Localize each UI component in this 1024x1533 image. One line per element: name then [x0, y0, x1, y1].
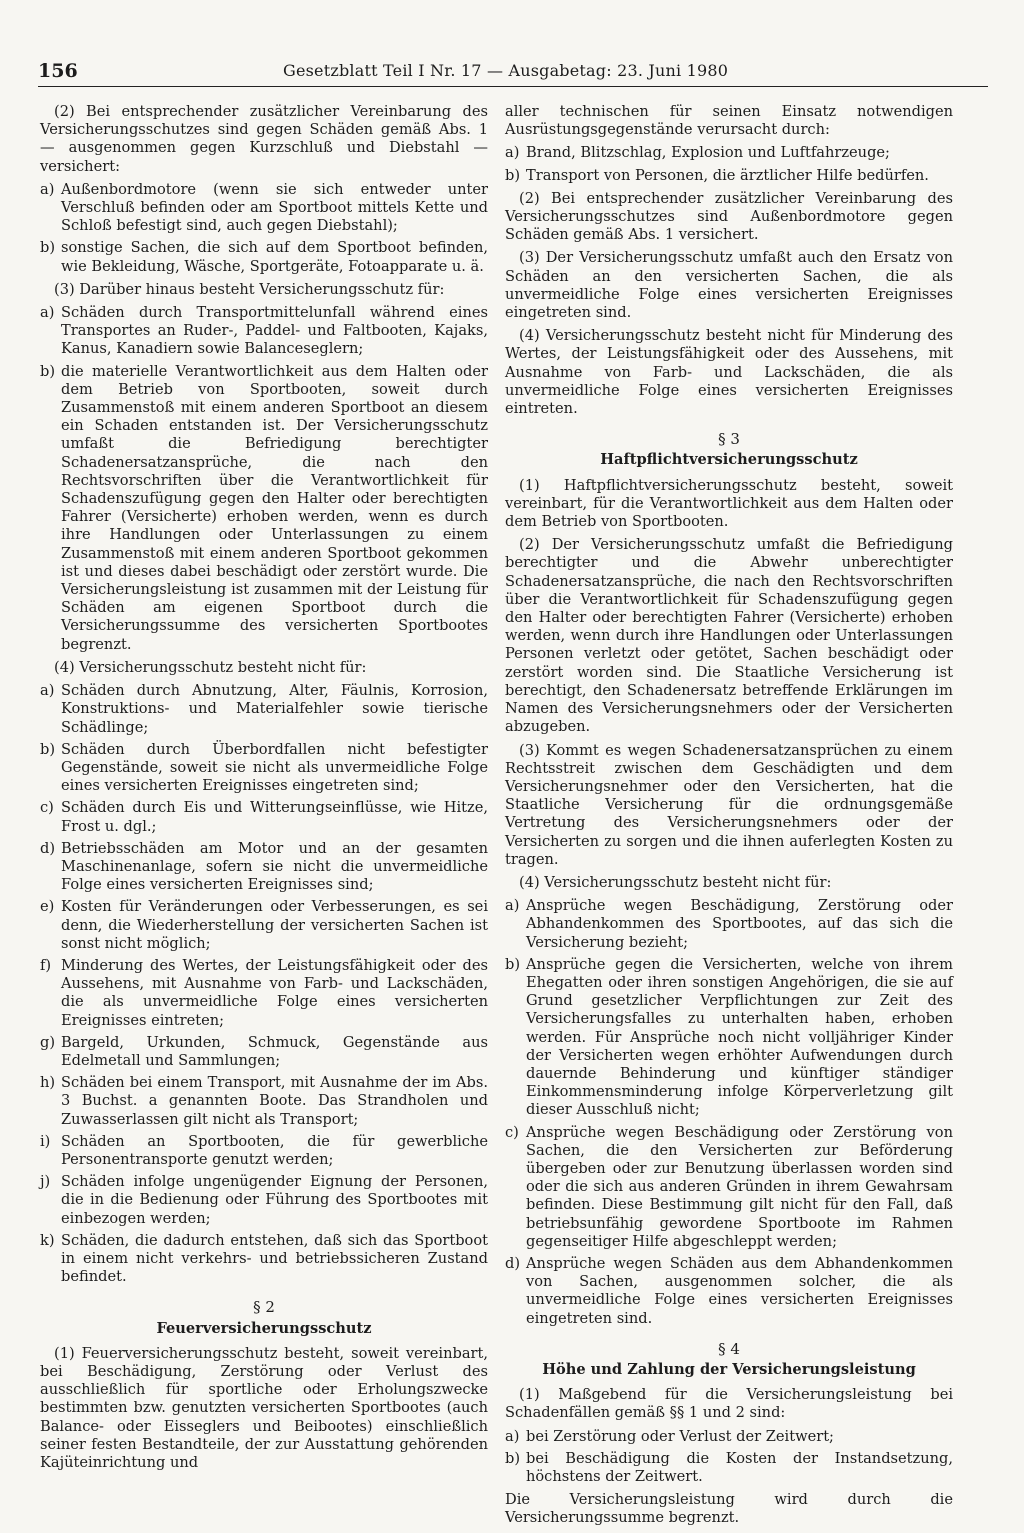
page-header [38, 58, 988, 84]
section-title: Haftpflichtversicherungsschutz [600, 451, 858, 469]
paragraph: (4) Versicherungsschutz besteht nicht für: [54, 658, 367, 676]
item-list [505, 144, 953, 184]
section-title: Feuerversicherungsschutz [156, 1319, 372, 1337]
section-number: § 2 [253, 1298, 275, 1317]
list-item-label: f) [40, 956, 52, 974]
list-item-text: Ansprüche gegen die Versicherten, welche von ihrem Ehegatten oder ihren sonstigen Angehörigen, die sie auf Grund gesetzlicher Verpflichtungen zur Zeit des Versicherungsfalles zu unterhalten haben, erhoben werden. Für Ansprüche noch nicht volljähriger Kinder der Versicherten wegen erhöhter Aufwendungen durch dauernde Behinderung und künftiger ständiger Einkommensminderung infolge Körperverletzung gilt dieser Ausschluß nicht; [526, 955, 953, 1119]
paragraph: (4) Versicherungsschutz besteht nicht für Minderung des Wertes, der Leistungsfähigkeit oder des Aussehens, mit Ausnahme von Farb- und Lackschäden, die als unvermeidliche Folge eines versicherten Ereignisses eintreten. [505, 327, 953, 418]
header-rule [38, 86, 988, 87]
list-item [40, 304, 488, 359]
paragraph: (1) Feuerversicherungsschutz besteht, soweit vereinbart, bei Beschädigung, Zerstörung oder Verlust des ausschließlich für sportliche oder Erholungszwecke bestimmten bzw. genutzten versicherten Sportbootes (auch Balance- oder Eisseglers und Beibootes) einschließlich seiner festen Bestandteile, der zur Ausstattung gehörenden Kajüteinrichtung und [40, 1344, 488, 1472]
list-item [40, 898, 488, 953]
list-item-text: Ansprüche wegen Schäden aus dem Abhandenkommen von Sachen, ausgenommen solcher, die als unvermeidliche Folge eines versicherten Ereignisses eingetreten sind. [526, 1254, 953, 1327]
list-item-text: Kosten für Veränderungen oder Verbesserungen, es sei denn, die Wiederherstellung der versicherten Sachen ist sonst nicht möglich; [61, 898, 488, 952]
journal-title: Gesetzblatt Teil I Nr. 17 — Ausgabetag: 23. Juni 1980 [283, 61, 729, 80]
list-item [40, 741, 488, 796]
section-number: § 3 [718, 430, 740, 449]
list-item [505, 144, 953, 162]
list-item [40, 1034, 488, 1070]
list-item-label: a) [505, 1427, 520, 1445]
list-item [505, 1124, 953, 1251]
item-list [40, 682, 488, 1286]
list-item [505, 956, 953, 1120]
list-item-label: h) [40, 1074, 56, 1092]
list-item-label: c) [40, 799, 54, 817]
section-title: Höhe und Zahlung der Versicherungsleistung [542, 1361, 916, 1378]
paragraph: (2) Bei entsprechender zusätzlicher Vereinbarung des Versicherungsschutzes sind gegen Schäden gemäß Abs. 1 — ausgenommen gegen Kurzschluß und Diebstahl — versichert: [40, 103, 488, 175]
list-item-label: a) [40, 304, 55, 322]
list-item [40, 1173, 488, 1228]
list-item [40, 1232, 488, 1287]
list-item [505, 1255, 953, 1328]
list-item-label: d) [40, 839, 56, 857]
list-item-label: i) [40, 1132, 51, 1150]
list-item-label: g) [40, 1033, 56, 1051]
list-item-label: j) [40, 1173, 51, 1191]
paragraph: (1) Maßgebend für die Versicherungsleistung bei Schadenfällen gemäß §§ 1 und 2 sind: [505, 1386, 953, 1422]
list-item [40, 181, 488, 236]
page-number: 156 [38, 60, 78, 82]
list-item [40, 957, 488, 1030]
left-column [40, 103, 488, 1477]
list-item-label: b) [40, 239, 56, 257]
list-item-text: Ansprüche wegen Beschädigung, Zerstörung oder Abhandenkommen des Sportbootes, auf das sich die Versicherung bezieht; [526, 897, 953, 951]
list-item-text: Betriebsschäden am Motor und an der gesamten Maschinenanlage, sofern sie nicht die unvermeidliche Folge eines versicherten Ereignisses sind; [61, 839, 488, 894]
list-item-text: Schäden durch Überbordfallen nicht befestigter Gegenstände, soweit sie nicht als unvermeidliche Folge eines versicherten Ereignisses eingetreten sind; [61, 740, 488, 795]
list-item-text: Schäden durch Eis und Witterungseinflüsse, wie Hitze, Frost u. dgl.; [61, 799, 488, 835]
list-item-label: e) [40, 898, 55, 916]
list-item [505, 1428, 953, 1446]
paragraph: (2) Bei entsprechender zusätzlicher Vereinbarung des Versicherungsschutzes sind Außenbordmotore gegen Schäden gemäß Abs. 1 versichert. [505, 189, 953, 244]
list-item-label: a) [40, 682, 55, 700]
paragraph: (2) Der Versicherungsschutz umfaßt die Befriedigung berechtigter und die Abwehr unberechtigter Schadenersatzansprüche, die nach den Rechtsvorschriften über die Verantwortlichkeit für Schadenszufügung gegen den Halter oder berechtigten Fahrer (Versicherte) erhoben werden, wenn durch ihre Handlungen oder Unterlassungen Personen verletzt oder getötet, Sachen beschädigt oder zerstört worden sind. Die Staatliche Versicherung ist berechtigt, den Schadenersatz betreffende Erklärungen im Namen des Versicherungsnehmers oder der Versicherten abzugeben. [505, 536, 953, 736]
list-item-label: b) [505, 166, 521, 184]
list-item-text: Schäden durch Abnutzung, Alter, Fäulnis, Korrosion, Konstruktions- und Materialfehler sowie tierische Schädlinge; [61, 682, 488, 736]
list-item-text: Schäden durch Transportmittelunfall während eines Transportes an Ruder-, Paddel- und Faltbooten, Kajaks, Kanus, Kanadiern sowie Balanceseglern; [61, 304, 488, 358]
item-list [505, 897, 953, 1328]
list-item-text: sonstige Sachen, die sich auf dem Sportboot befinden, wie Bekleidung, Wäsche, Sportgeräte, Fotoapparate u. ä. [61, 239, 488, 275]
list-item [40, 1074, 488, 1129]
list-item-text: Schäden, die dadurch entstehen, daß sich das Sportboot in einem nicht verkehrs- und betriebssicheren Zustand befindet. [61, 1231, 488, 1286]
list-item-label: b) [40, 740, 56, 758]
paragraph-continued: aller technischen für seinen Einsatz notwendigen Ausrüstungsgegenstände verursacht durch: [505, 103, 953, 139]
list-item-label: c) [505, 1123, 519, 1141]
list-item-text: Schäden an Sportbooten, die für gewerbliche Personentransporte genutzt werden; [61, 1132, 488, 1168]
list-item [40, 239, 488, 275]
list-item [40, 799, 488, 835]
list-item [40, 363, 488, 654]
paragraph: (1) Haftpflichtversicherungsschutz besteht, soweit vereinbart, für die Verantwortlichkeit aus dem Halten oder dem Betrieb von Sportbooten. [505, 476, 953, 531]
right-column [505, 103, 953, 1533]
item-list [505, 1428, 953, 1487]
list-item-text: Brand, Blitzschlag, Explosion und Luftfahrzeuge; [526, 144, 890, 162]
section-number: § 4 [718, 1339, 740, 1358]
list-item [40, 1133, 488, 1169]
list-item-text: bei Beschädigung die Kosten der Instandsetzung, höchstens der Zeitwert. [526, 1449, 953, 1486]
paragraph: (4) Versicherungsschutz besteht nicht für: [519, 873, 832, 891]
list-item-label: b) [40, 362, 56, 380]
list-item-label: a) [505, 897, 520, 915]
list-item-text: Transport von Personen, die ärztlicher Hilfe bedürfen. [526, 166, 929, 184]
list-item-text: die materielle Verantwortlichkeit aus dem Halten oder dem Betrieb von Sportbooten, soweit durch Zusammenstoß mit einem anderen Sportboot an diesem ein Schaden entstanden ist. Der Versicherungsschutz umfaßt die Befriedigung berechtigter Schadenersatzansprüche, die nach den Rechtsvorschriften über die Verantwortlichkeit für Schadenszufügung gegen den Halter oder berechtigten Fahrer (Versicherte) erhoben werden, wenn es durch ihre Handlungen oder Unterlassungen zu einem Zusammenstoß mit einem anderen Sportboot gekommen ist und dieses dabei beschädigt oder zerstört wurde. Die Versicherungsleistung ist zusammen mit der Leistung für Schäden am eigenen Sportboot durch die Versicherungssumme des versicherten Sportbootes begrenzt. [61, 362, 488, 653]
paragraph: (3) Darüber hinaus besteht Versicherungsschutz für: [54, 280, 445, 298]
list-item-text: Schäden infolge ungenügender Eignung der Personen, die in die Bedienung oder Führung des Sportbootes mit einbezogen werden; [61, 1173, 488, 1227]
list-item-text: Bargeld, Urkunden, Schmuck, Gegenstände aus Edelmetall und Sammlungen; [61, 1033, 488, 1069]
list-item-text: Ansprüche wegen Beschädigung oder Zerstörung von Sachen, die den Versicherten zur Beförderung übergeben oder zur Benutzung überlassen worden sind oder die sich aus anderen Gründen in ihrem Gewahrsam befinden. Diese Bestimmung gilt nicht für den Fall, daß betriebsunfähig gewordene Sportboote im Rahmen gegenseitiger Hilfe abgeschleppt werden; [526, 1123, 953, 1250]
list-item [505, 897, 953, 952]
list-item [505, 1450, 953, 1486]
list-item [40, 840, 488, 895]
paragraph: Die Versicherungsleistung wird durch die Versicherungssumme begrenzt. [505, 1491, 953, 1527]
list-item-label: a) [40, 180, 55, 198]
list-item-label: b) [505, 955, 521, 973]
list-item-label: k) [40, 1231, 55, 1249]
list-item-text: Schäden bei einem Transport, mit Ausnahme der im Abs. 3 Buchst. a genannten Boote. Das Strandholen und Zuwasserlassen gilt nicht als Transport; [61, 1074, 488, 1128]
list-item [40, 682, 488, 737]
list-item-text: Minderung des Wertes, der Leistungsfähigkeit oder des Aussehens, mit Ausnahme von Farb- und Lackschäden, die als unvermeidliche Folge eines versicherten Ereignisses eintreten; [61, 956, 488, 1029]
list-item-label: d) [505, 1254, 521, 1272]
item-list [40, 181, 488, 276]
list-item-text: bei Zerstörung oder Verlust der Zeitwert; [526, 1427, 834, 1445]
list-item-label: b) [505, 1449, 521, 1467]
paragraph: (3) Kommt es wegen Schadenersatzansprüchen zu einem Rechtsstreit zwischen dem Geschädigten und dem Versicherungsnehmer oder den Versicherten, hat die Staatliche Versicherung für die ordnungsgemäße Vertretung des Versicherungsnehmers oder der Versicherten zu sorgen und die ihnen auferlegten Kosten zu tragen. [505, 741, 953, 868]
list-item [505, 167, 953, 185]
list-item-text: Außenbordmotore (wenn sie sich entweder unter Verschluß befinden oder am Sportboot mittels Kette und Schloß befestigt sind, auch gegen Diebstahl); [61, 180, 488, 235]
paragraph: (3) Der Versicherungsschutz umfaßt auch den Ersatz von Schäden an den versicherten Sachen, die als unvermeidliche Folge eines versicherten Ereignisses eingetreten sind. [505, 249, 953, 322]
item-list [40, 304, 488, 654]
list-item-label: a) [505, 144, 520, 162]
